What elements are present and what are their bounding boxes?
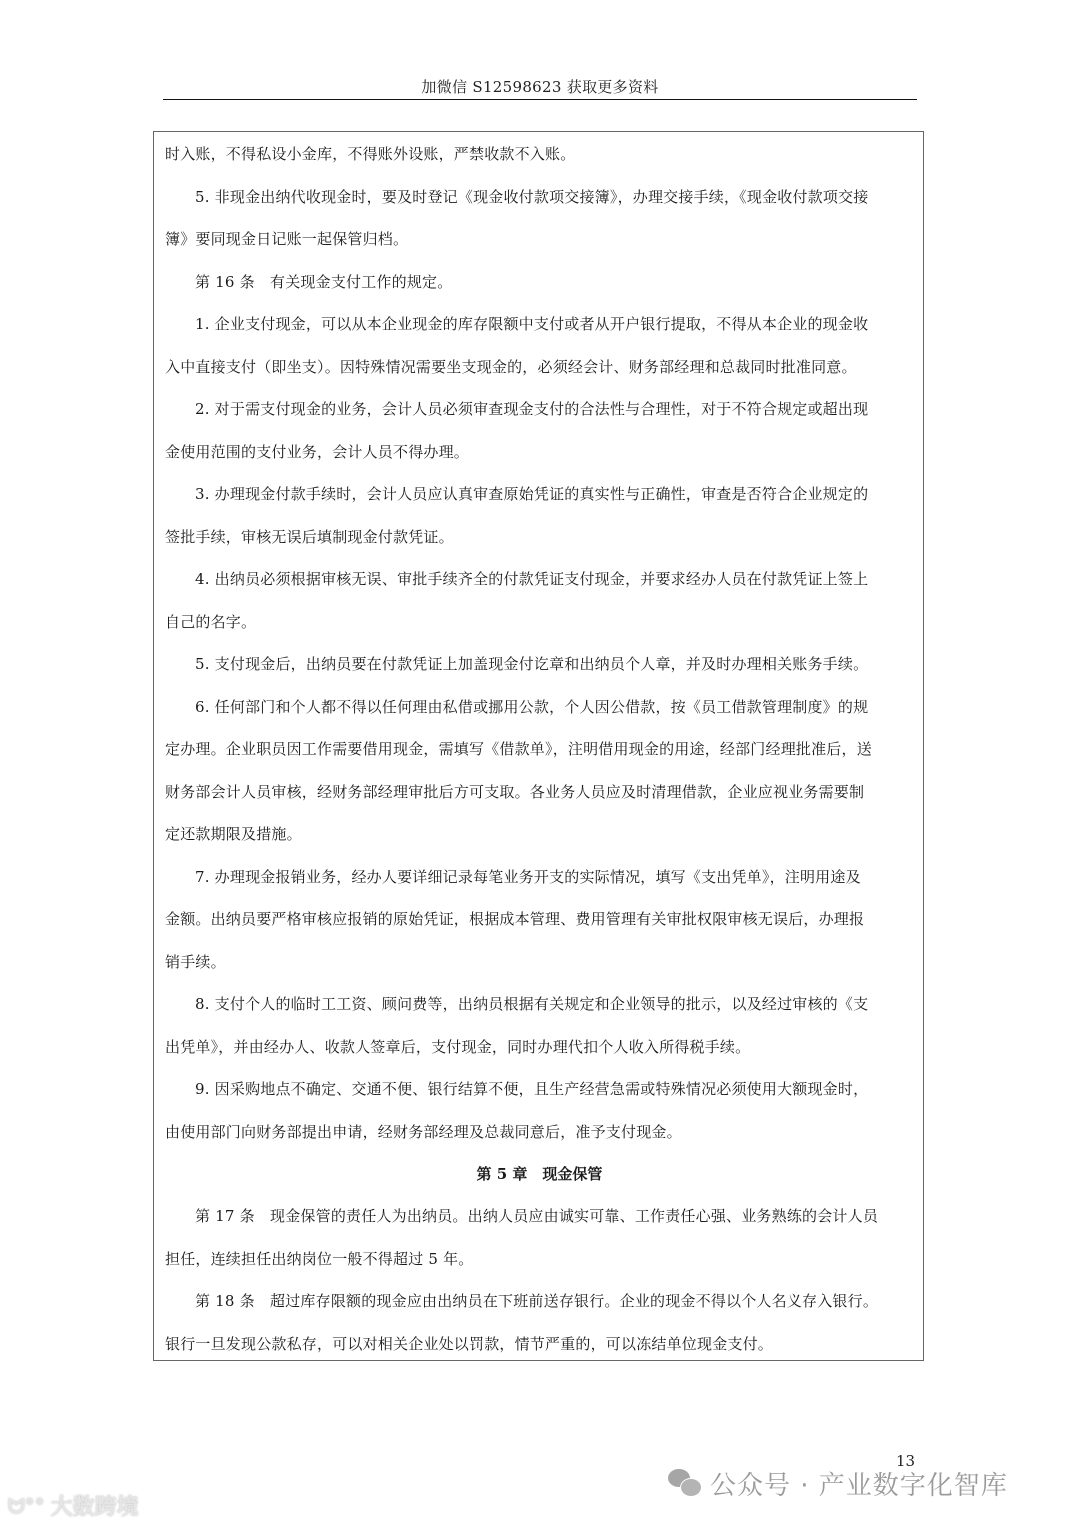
watermark-wechat-text: 公众号 · 产业数字化智库	[710, 1471, 1008, 1501]
header-rule	[163, 99, 917, 100]
watermark-brand-text: 大数跨境	[50, 1495, 139, 1520]
text-line: 5. 支付现金后，出纳员要在付款凭证上加盖现金付讫章和出纳员个人章，并及时办理相关账务手续。	[195, 655, 869, 673]
text-line: 定办理。企业职员因工作需要借用现金，需填写《借款单》，注明借用现金的用途，经部门经理批准后，送	[165, 740, 872, 758]
text-line: 财务部会计人员审核，经财务部经理审批后方可支取。各业务人员应及时清理借款，企业应视业务需要制	[165, 782, 865, 801]
text-line: 金使用范围的支付业务，会计人员不得办理。	[165, 442, 470, 461]
text-line: 3. 办理现金付款手续时，会计人员应认真审查原始凭证的真实性与正确性，审查是否符合企业规定的	[195, 485, 869, 503]
text-line: 6. 任何部门和个人都不得以任何理由私借或挪用公款，个人因公借款，按《员工借款管理制度》的规	[195, 697, 869, 716]
page-header: 加微信 S12598623 获取更多资料	[421, 78, 659, 96]
body-text	[165, 1195, 917, 1365]
text-line: 入中直接支付（即坐支）。因特殊情况需要坐支现金的，必须经会计、财务部经理和总裁同时批准同意。	[165, 357, 857, 376]
text-line: 1. 企业支付现金，可以从本企业现金的库存限额中支付或者从开户银行提取，不得从本企业的现金收	[195, 315, 869, 333]
page-number: 13	[896, 1452, 916, 1470]
wechat-icon	[668, 1469, 702, 1499]
article-18: 第 18 条 超过库存限额的现金应由出纳员在下班前送存银行。企业的现金不得以个人名义存入银行。	[195, 1292, 879, 1310]
text-line: 8. 支付个人的临时工工资、顾问费等，出纳员根据有关规定和企业领导的批示，以及经过审核的《支	[195, 995, 869, 1013]
content-box	[153, 131, 924, 1361]
article-16-heading: 第 16 条 有关现金支付工作的规定。	[195, 272, 453, 291]
text-line: 签批手续，审核无误后填制现金付款凭证。	[165, 527, 454, 546]
chapter-heading: 第 5 章 现金保管	[476, 1165, 603, 1183]
text-line: 2. 对于需支付现金的业务，会计人员必须审查现金支付的合法性与合理性，对于不符合规定或超出现	[195, 400, 869, 418]
text-line: 出凭单》，并由经办人、收款人签章后，支付现金，同时办理代扣个人收入所得税手续。	[165, 1037, 751, 1056]
text-line: 金额。出纳员要严格审核应报销的原始凭证，根据成本管理、费用管理有关审批权限审核无误后，办理报	[165, 910, 865, 928]
text-line: 时入账，不得私设小金库，不得账外设账，严禁收款不入账。	[165, 145, 576, 163]
text-line: 4. 出纳员必须根据审核无误、审批手续齐全的付款凭证支付现金，并要求经办人员在付款凭证上签上	[195, 570, 869, 588]
text-line: 担任，连续担任出纳岗位一般不得超过 5 年。	[165, 1249, 474, 1268]
article-17: 第 17 条 现金保管的责任人为出纳员。出纳人员应由诚实可靠、工作责任心强、业务熟练的会计人员	[195, 1207, 879, 1225]
text-line: 由使用部门向财务部提出申请，经财务部经理及总裁同意后，准予支付现金。	[165, 1122, 682, 1141]
text-line: 销手续。	[165, 952, 226, 971]
text-line: 自己的名字。	[165, 612, 257, 631]
brand-logo-icon: ᗢ°°	[8, 1493, 45, 1518]
text-line: 定还款期限及措施。	[165, 825, 302, 843]
text-line: 簿》要同现金日记账一起保管归档。	[165, 230, 409, 248]
text-line: 7. 办理现金报销业务，经办人要详细记录每笔业务开支的实际情况，填写《支出凭单》，注明用途及	[195, 867, 861, 886]
text-line: 5. 非现金出纳代收现金时，要及时登记《现金收付款项交接簿》，办理交接手续，《现金收付款项交接	[195, 187, 869, 206]
body-text	[165, 133, 917, 1153]
text-line: 银行一旦发现公款私存，可以对相关企业处以罚款，情节严重的，可以冻结单位现金支付。	[165, 1334, 774, 1353]
watermark-wechat	[668, 1465, 1008, 1502]
watermark-brand	[8, 1490, 139, 1521]
text-line: 9. 因采购地点不确定、交通不便、银行结算不便，且生产经营急需或特殊情况必须使用大额现金时，	[195, 1080, 869, 1098]
